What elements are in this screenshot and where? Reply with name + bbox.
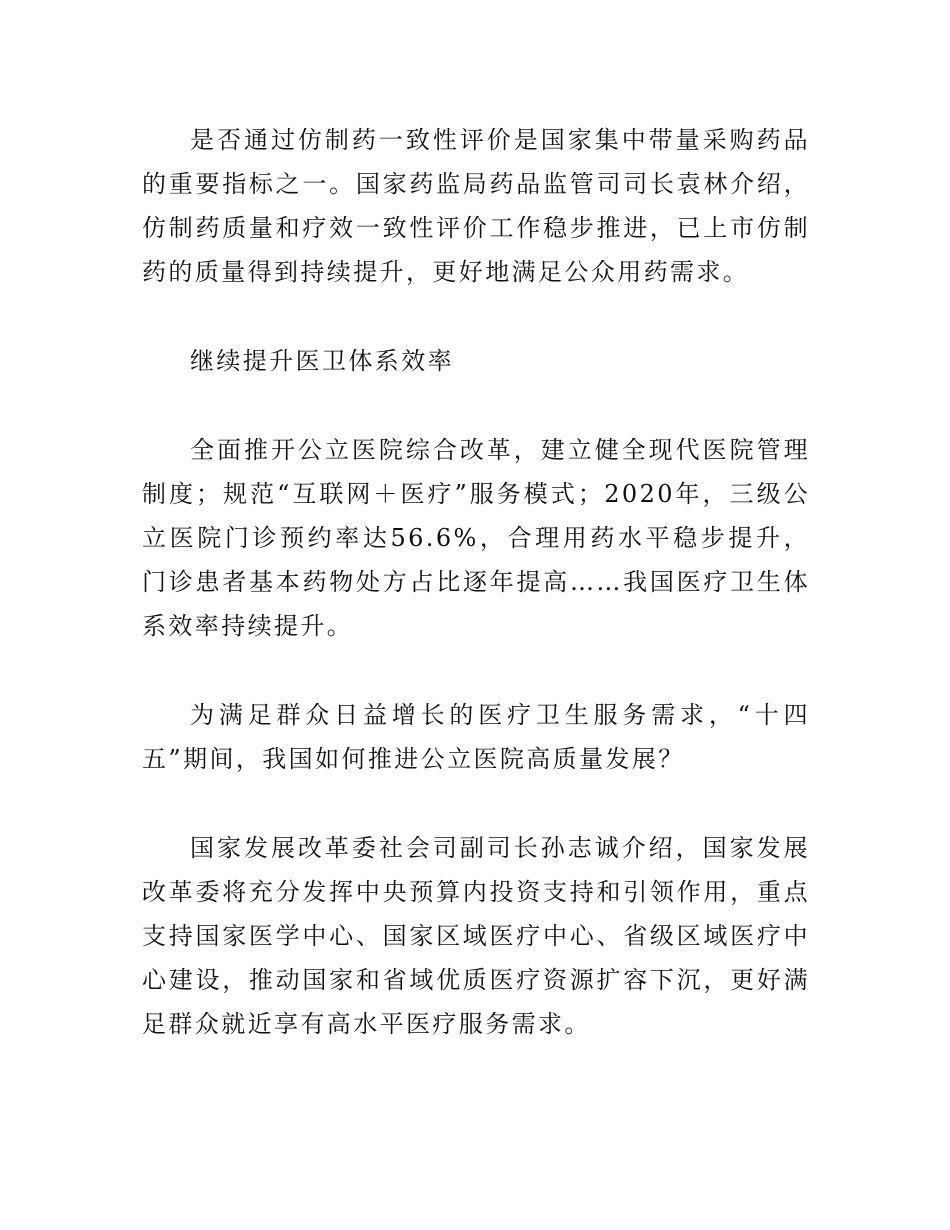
article-body bbox=[142, 118, 810, 1091]
paragraph-question: 为满足群众日益增长的医疗卫生服务需求，“十四五”期间，我国如何推进公立医院高质量发展？ bbox=[142, 701, 810, 773]
section-heading: 继续提升医卫体系效率 bbox=[190, 347, 454, 375]
paragraph-hospital-reform: 全面推开公立医院综合改革，建立健全现代医院管理制度；规范“互联网＋医疗”服务模式；2020年，三级公立医院门诊预约率达56.6%，合理用药水平稳步提升，门诊患者基本药物处方占比逐年提高……我国医疗卫生体系效率持续提升。 bbox=[142, 436, 810, 640]
paragraph-generic-drug-evaluation: 是否通过仿制药一致性评价是国家集中带量采购药品的重要指标之一。国家药监局药品监管司司长袁林介绍，仿制药质量和疗效一致性评价工作稳步推进，已上市仿制药的质量得到持续提升，更好地满足公众用药需求。 bbox=[142, 126, 810, 286]
paragraph-ndrc-support: 国家发展改革委社会司副司长孙志诚介绍，国家发展改革委将充分发挥中央预算内投资支持和引领作用，重点支持国家医学中心、国家区域医疗中心、省级区域医疗中心建设，推动国家和省域优质医疗资源扩容下沉，更好满足群众就近享有高水平医疗服务需求。 bbox=[142, 834, 810, 1038]
